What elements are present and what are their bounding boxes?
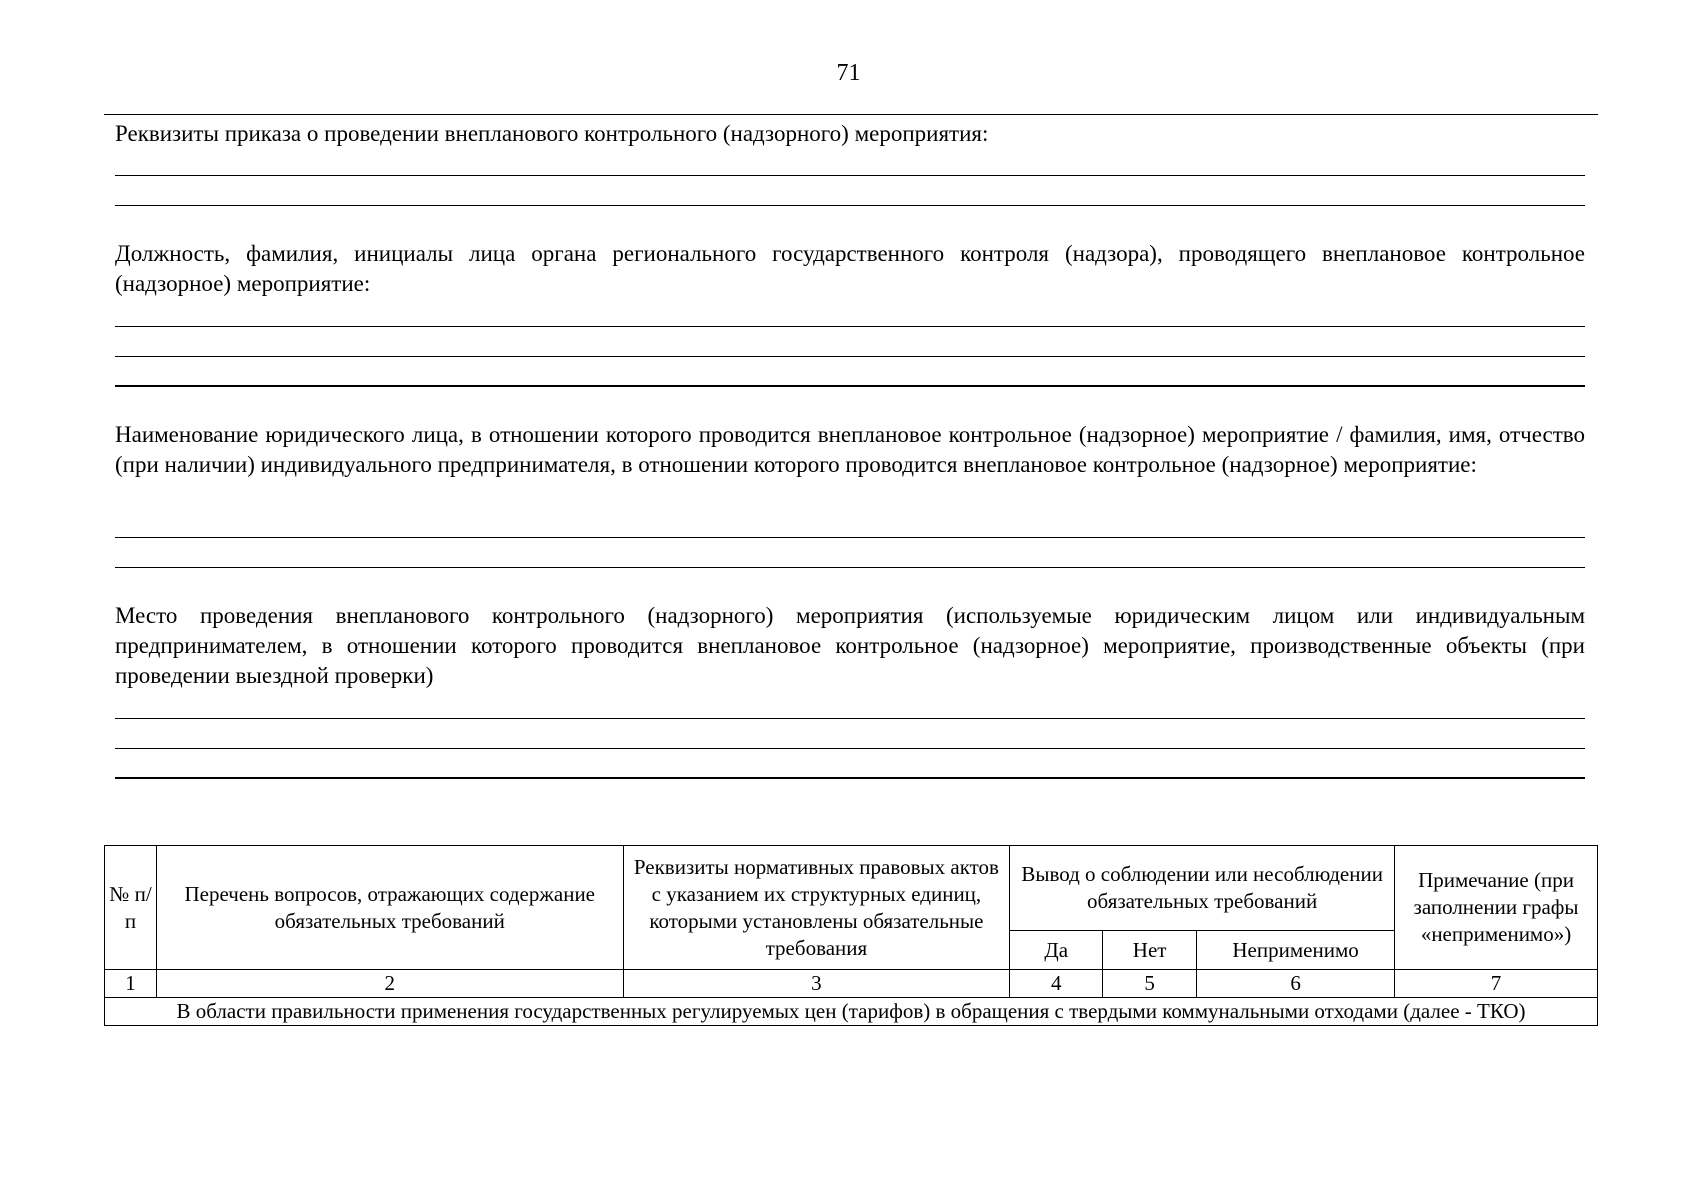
- inspector-fill-line-3[interactable]: [115, 385, 1585, 387]
- location-label: Место проведения внепланового контрольного (надзорного) мероприятия (используемые юридическим лицом или индивидуальным предпринимателем, в отношении которого проводится внеплановое контрольное (надзорное) мероприятие, производственные объекты (при проведении выездной проверки): [115, 603, 1585, 688]
- entity-fill-line-2[interactable]: [115, 567, 1585, 568]
- entity-label: Наименование юридического лица, в отношении которого проводится внеплановое контрольное (надзорное) мероприятие / фамилия, имя, отчество (при наличии) индивидуального предпринимателя, в отношении которого проводится внеплановое контрольное (надзорное) мероприятие:: [115, 422, 1585, 477]
- entity-section: [115, 420, 1585, 480]
- column-number-row: [105, 970, 1598, 998]
- header-not-applicable: Неприменимо: [1197, 931, 1395, 970]
- header-yes: Да: [1010, 931, 1103, 970]
- location-section: [115, 601, 1585, 691]
- inspector-section: [115, 239, 1585, 299]
- entity-fill-line-1[interactable]: [115, 537, 1585, 538]
- column-number: 5: [1103, 970, 1197, 998]
- order-details-fill-line-2[interactable]: [115, 205, 1585, 206]
- inspector-fill-line-2[interactable]: [115, 356, 1585, 357]
- inspector-fill-line-1[interactable]: [115, 326, 1585, 327]
- header-legal-acts: Реквизиты нормативных правовых актов с указанием их структурных единиц, которыми установлены обязательные требования: [623, 846, 1010, 970]
- checklist-table: [104, 845, 1598, 1026]
- order-details-section: [115, 119, 1585, 149]
- header-note: Примечание (при заполнении графы «неприменимо»): [1395, 846, 1598, 970]
- table-section-title: В области правильности применения государственных регулируемых цен (тарифов) в обращения с твердыми коммунальными отходами (далее - ТКО): [105, 998, 1598, 1026]
- location-fill-line-1[interactable]: [115, 718, 1585, 719]
- column-number: 1: [105, 970, 157, 998]
- column-number: 7: [1395, 970, 1598, 998]
- top-rule: [104, 114, 1598, 115]
- header-conclusion: Вывод о соблюдении или несоблюдении обязательных требований: [1010, 846, 1395, 931]
- inspector-label: Должность, фамилия, инициалы лица органа регионального государственного контроля (надзора), проводящего внеплановое контрольное (надзорное) мероприятие:: [115, 241, 1585, 296]
- column-number: 6: [1197, 970, 1395, 998]
- header-no: Нет: [1103, 931, 1197, 970]
- order-details-label: Реквизиты приказа о проведении внепланового контрольного (надзорного) мероприятия:: [115, 121, 989, 146]
- column-number: 4: [1010, 970, 1103, 998]
- header-index: № п/п: [105, 846, 157, 970]
- table-section-row: [105, 998, 1598, 1026]
- header-row-1: [105, 846, 1598, 931]
- order-details-fill-line-1[interactable]: [115, 175, 1585, 176]
- header-questions: Перечень вопросов, отражающих содержание обязательных требований: [156, 846, 623, 970]
- column-number: 3: [623, 970, 1010, 998]
- location-fill-line-3[interactable]: [115, 777, 1585, 779]
- location-fill-line-2[interactable]: [115, 748, 1585, 749]
- page-number: 71: [836, 60, 861, 86]
- column-number: 2: [156, 970, 623, 998]
